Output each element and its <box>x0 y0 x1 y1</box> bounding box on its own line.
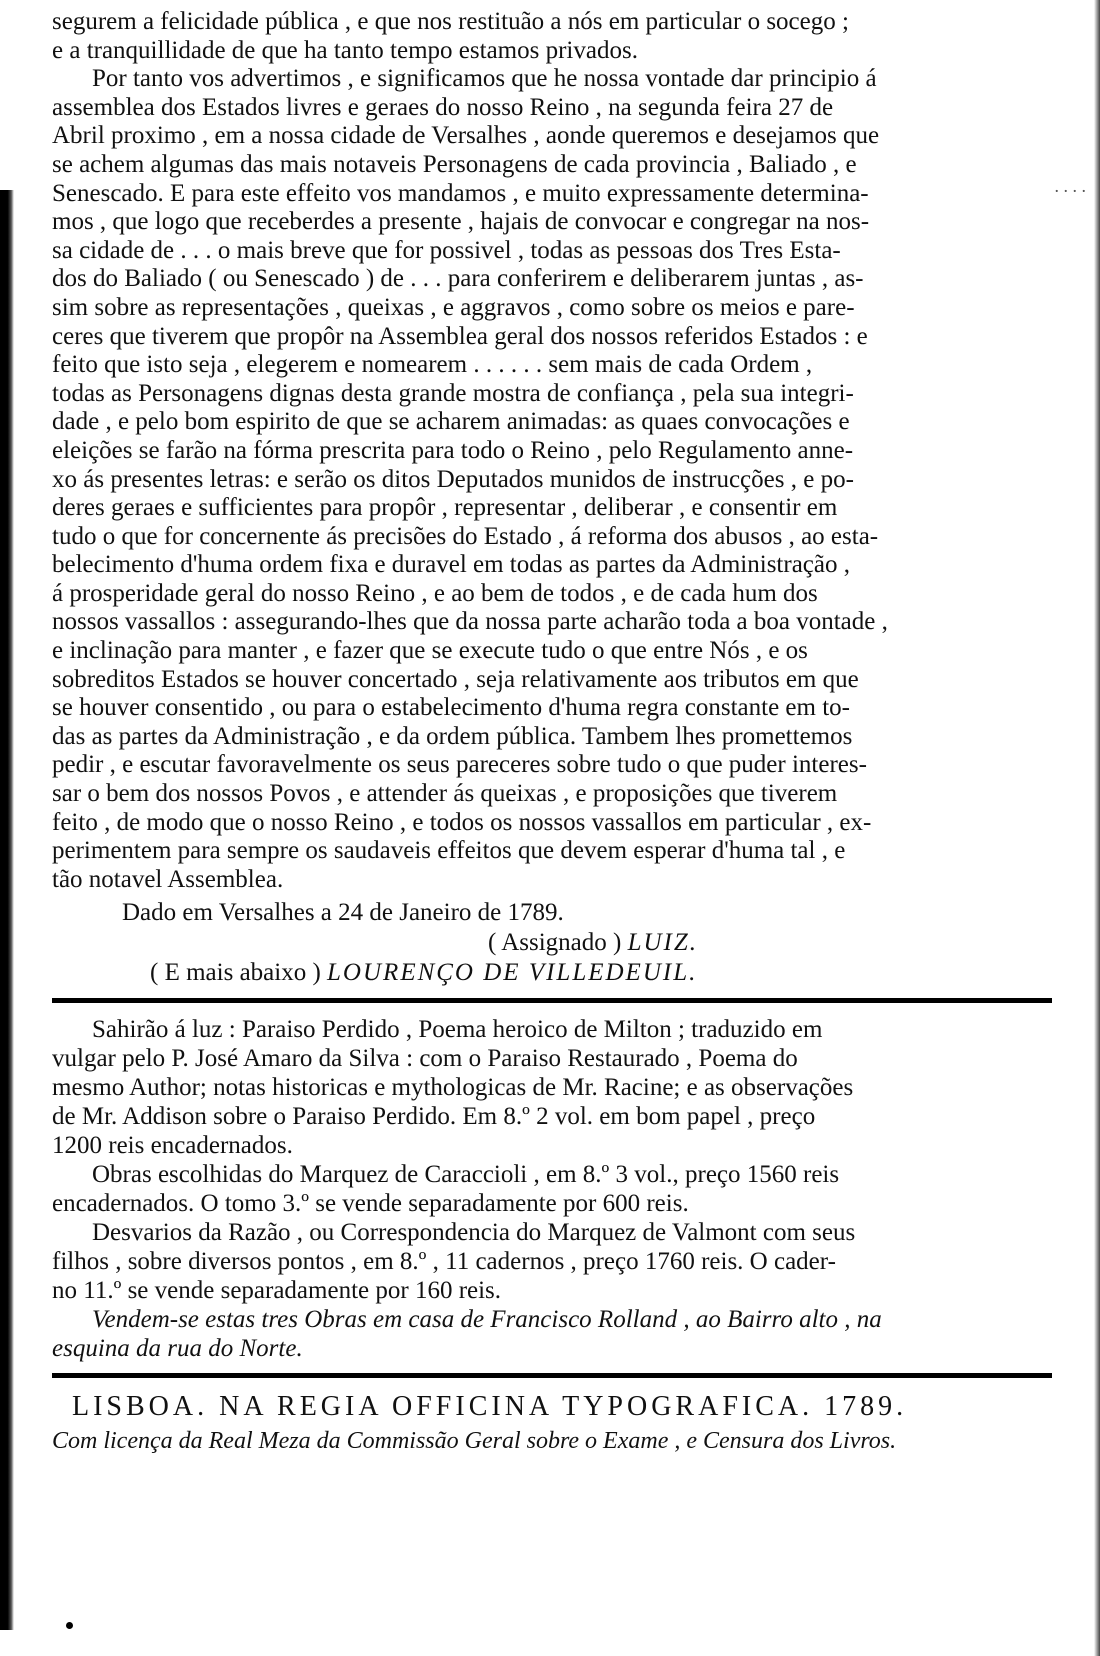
decree-line: deres geraes e sufficientes para propôr , representar , deliberar , e consentir em <box>52 494 838 522</box>
date-line: Dado em Versalhes a 24 de Janeiro de 1789. <box>122 899 564 927</box>
ad-line: no 11.º se vende separadamente por 160 reis. <box>52 1277 502 1305</box>
ad-line: 1200 reis encadernados. <box>52 1132 293 1160</box>
countersignature-block <box>52 958 1052 988</box>
decree-line: pedir , e escutar favoravelmente os seus pareceres sobre tudo o que puder interes- <box>52 751 867 779</box>
decree-line: segurem a felicidade pública , e que nos restituão a nós em particular o socego ; <box>52 8 849 35</box>
decree-line: feito que isto seja , elegerem e nomearem . . . . . . sem mais de cada Ordem , <box>52 351 813 379</box>
decree-line: tudo o que for concernente ás precisões do Estado , á reforma dos abusos , ao esta- <box>52 522 879 550</box>
decree-line: assemblea dos Estados livres e geraes do nosso Reino , na segunda feira 27 de <box>52 93 834 121</box>
decree-line: eleições se farão na fórma prescrita para todo o Reino , pelo Regulamento anne- <box>52 436 854 464</box>
ad-line: Desvarios da Razão , ou Correspondencia do Marquez de Valmont com seus <box>92 1219 856 1247</box>
decree-line: sim sobre as representações , queixas , e aggravos , como sobre os meios e pare- <box>52 293 855 321</box>
ad-line: Sahirão á luz : Paraiso Perdido , Poema heroico de Milton ; traduzido em <box>92 1016 823 1044</box>
decree-line: Por tanto vos advertimos , e significamos que he nossa vontade dar principio á <box>92 65 877 93</box>
decree-line: tão notavel Assemblea. <box>52 865 284 893</box>
section-divider <box>52 998 1052 1003</box>
decree-line: todas as Personagens dignas desta grande mostra de confiança , pela sua integri- <box>52 379 854 407</box>
footer-divider <box>52 1373 1052 1378</box>
ad-line: de Mr. Addison sobre o Paraiso Perdido. Em 8.º 2 vol. em bom papel , preço <box>52 1103 816 1131</box>
book-advertisements <box>52 1015 1052 1363</box>
king-signature: LUIZ. <box>627 929 699 957</box>
decree-line: dade , e pelo bom espirito de que se acharem animadas: as quaes convocações e <box>52 408 850 436</box>
minister-signature: LOURENÇO DE VILLEDEUIL. <box>327 959 698 987</box>
ad-line: filhos , sobre diversos pontos , em 8.º , 11 cadernos , preço 1760 reis. O cader- <box>52 1248 836 1276</box>
decree-line: e a tranquillidade de que ha tanto tempo estamos privados. <box>52 36 638 64</box>
licence-line: Com licença da Real Meza da Commissão Geral sobre o Exame , e Censura dos Livros. <box>52 1428 897 1455</box>
decree-line: Senescado. E para este effeito vos mandamos , e muito expressamente determina- <box>52 179 869 207</box>
ad-line: Vendem-se estas tres Obras em casa de Francisco Rolland , ao Bairro alto , na <box>92 1306 882 1334</box>
decree-line: Abril proximo , em a nossa cidade de Versalhes , aonde queremos e desejamos que <box>52 122 880 150</box>
decree-line: sobreditos Estados se houver concertado , seja relativamente aos tributos em que <box>52 665 859 693</box>
countersigned-label: ( E mais abaixo ) <box>150 959 321 987</box>
decree-line: ceres que tiverem que propôr na Assemblea geral dos nossos referidos Estados : e <box>52 322 868 350</box>
signed-label: ( Assignado ) <box>488 929 622 957</box>
page-edge-right <box>1094 0 1100 1656</box>
decree-text <box>52 8 1052 894</box>
imprint-line: LISBOA. NA REGIA OFFICINA TYPOGRAFICA. 1789. <box>72 1391 908 1423</box>
page-edge-shadow <box>0 190 14 1630</box>
decree-line: das as partes da Administração , e da ordem pública. Tambem lhes promettemos <box>52 722 853 750</box>
ad-line: esquina da rua do Norte. <box>52 1335 303 1363</box>
newspaper-page <box>52 8 1052 1456</box>
margin-marks: . . . . <box>1054 176 1086 196</box>
ink-spot <box>66 1622 73 1629</box>
ad-line: vulgar pelo P. José Amaro da Silva : com o Paraiso Restaurado , Poema do <box>52 1045 798 1073</box>
decree-line: sa cidade de . . . o mais breve que for possivel , todas as pessoas dos Tres Esta- <box>52 236 841 264</box>
decree-line: mos , que logo que receberdes a presente , hajais de convocar e congregar na nos- <box>52 208 870 236</box>
decree-line: xo ás presentes letras: e serão os ditos Deputados munidos de instrucções , e po- <box>52 465 854 493</box>
ad-line: encadernados. O tomo 3.º se vende separadamente por 600 reis. <box>52 1190 689 1218</box>
decree-line: belecimento d'huma ordem fixa e duravel em todas as partes da Administração , <box>52 551 850 579</box>
decree-line: á prosperidade geral do nosso Reino , e ao bem de todos , e de cada hum dos <box>52 579 818 607</box>
ad-line: Obras escolhidas do Marquez de Caraccioli , em 8.º 3 vol., preço 1560 reis <box>92 1161 840 1189</box>
decree-line: sar o bem dos nossos Povos , e attender ás queixas , e proposições que tiverem <box>52 780 838 808</box>
ad-line: mesmo Author; notas historicas e mythologicas de Mr. Racine; e as observações <box>52 1074 854 1102</box>
decree-line: se achem algumas das mais notaveis Personagens de cada provincia , Baliado , e <box>52 150 857 178</box>
decree-line: perimentem para sempre os saudaveis effeitos que devem esperar d'huma tal , e <box>52 837 846 865</box>
decree-line: nossos vassallos : assegurando-lhes que da nossa parte acharão toda a boa vontade , <box>52 608 888 636</box>
decree-line: feito , de modo que o nosso Reino , e todos os nossos vassallos em particular , ex- <box>52 808 872 836</box>
decree-line: se houver consentido , ou para o estabelecimento d'huma regra constante em to- <box>52 694 850 722</box>
signature-block <box>52 928 1052 958</box>
decree-line: e inclinação para manter , e fazer que se execute tudo o que entre Nós , e os <box>52 637 808 665</box>
decree-line: dos do Baliado ( ou Senescado ) de . . . para conferirem e deliberarem juntas , as- <box>52 265 864 293</box>
